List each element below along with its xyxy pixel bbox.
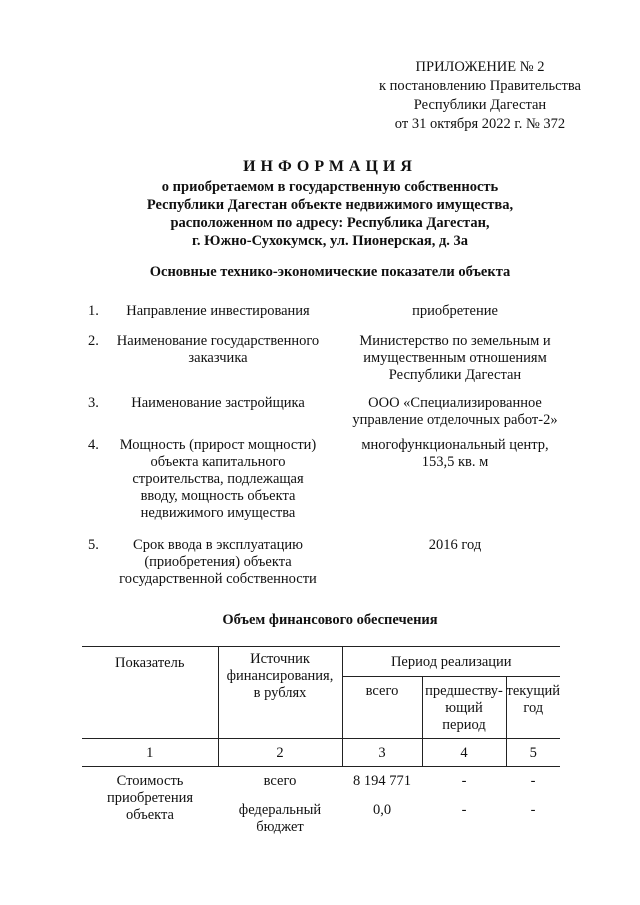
header-source-line: Источник (250, 651, 310, 667)
appendix-title: ПРИЛОЖЕНИЕ № 2 (415, 59, 545, 75)
item-label-line: недвижимого имущества (140, 505, 296, 521)
section-title-financing: Объем финансового обеспечения (222, 612, 438, 628)
column-number: 5 (506, 739, 560, 767)
document-title: ИНФОРМАЦИЯ (243, 158, 417, 175)
document-subtitle (60, 178, 600, 250)
item-label (108, 333, 328, 367)
item-label-line: Мощность (прирост мощности) (119, 437, 317, 453)
header-total: всего (342, 677, 422, 739)
item-value-line: Министерство по земельным и (359, 333, 551, 349)
header-current-line: текущий (506, 683, 561, 699)
item-value-line: 153,5 кв. м (421, 454, 489, 470)
item-label-line: государственной собственности (119, 571, 317, 587)
section-title-indicators: Основные технико-экономические показатели объекта (149, 264, 511, 280)
appendix-date: от 31 октября 2022 г. № 372 (394, 116, 566, 132)
row-previous: - (461, 773, 467, 789)
subtitle-line-1: о приобретаемом в государственную собственность (161, 179, 499, 195)
item-number: 4. (88, 437, 99, 453)
item-label-line: строительства, подлежащая (132, 471, 304, 487)
item-number: 3. (88, 395, 99, 411)
row-total: 0,0 (372, 802, 392, 818)
item-value-line: многофункциональный центр, (361, 437, 549, 453)
item-label-line: объекта капитального (150, 454, 286, 470)
header-source-line: в рублях (253, 685, 307, 701)
item-value (340, 395, 570, 429)
row-label (82, 773, 218, 824)
header-current (506, 677, 560, 739)
item-value-line: ООО «Специализированное (368, 395, 542, 411)
item-number: 5. (88, 537, 99, 553)
item-label (108, 437, 328, 522)
row-source (218, 802, 342, 836)
item-value-line: приобретение (412, 303, 498, 319)
item-value-line: 2016 год (428, 537, 482, 553)
row-source-line: бюджет (256, 819, 304, 835)
row-source-line: всего (263, 773, 297, 789)
item-label-line: (приобретения) объекта (144, 554, 292, 570)
item-label-line: вводу, мощность объекта (140, 488, 296, 504)
item-value (340, 333, 570, 384)
item-label-line: Наименование застройщика (131, 395, 305, 411)
row-source (218, 773, 342, 790)
item-label (108, 395, 328, 412)
row-previous: - (461, 802, 467, 818)
item-value (340, 437, 570, 471)
column-number: 4 (422, 739, 506, 767)
item-label-line: Наименование государственного (116, 333, 320, 349)
header-previous-line: период (442, 717, 486, 733)
header-source-line: финансирования, (226, 668, 334, 684)
subtitle-line-3: расположенном по адресу: Республика Дагестан, (170, 215, 490, 231)
item-label-line: заказчика (188, 350, 248, 366)
subtitle-line-2: Республики Дагестан объекте недвижимого имущества, (146, 197, 514, 213)
item-label-line: Направление инвестирования (126, 303, 310, 319)
financing-table (82, 646, 560, 767)
item-label (108, 303, 328, 320)
header-indicator: Показатель (82, 647, 218, 739)
row-source-line: федеральный (238, 802, 322, 818)
item-value-line: управление отделочных работ-2» (352, 412, 558, 428)
header-previous-line: ющий (445, 700, 483, 716)
item-value (340, 537, 570, 554)
row-label-line: приобретения (106, 790, 194, 806)
header-current-line: год (523, 700, 544, 716)
column-number: 2 (218, 739, 342, 767)
row-label-line: Стоимость (116, 773, 184, 789)
header-previous (422, 677, 506, 739)
row-total: 8 194 771 (353, 773, 411, 789)
item-value-line: Республики Дагестан (388, 367, 522, 383)
subtitle-line-4: г. Южно-Сухокумск, ул. Пионерская, д. 3а (191, 233, 469, 249)
row-current: - (530, 802, 536, 818)
item-value (340, 303, 570, 320)
appendix-header (350, 58, 610, 134)
row-label-line: объекта (125, 807, 174, 823)
header-period: Период реализации (342, 647, 560, 677)
item-label (108, 537, 328, 588)
row-current: - (530, 773, 536, 789)
header-source (218, 647, 342, 739)
item-label-line: Срок ввода в эксплуатацию (133, 537, 303, 553)
appendix-government: Республики Дагестан (413, 97, 547, 113)
header-previous-line: предшеству- (425, 683, 503, 699)
column-number: 1 (82, 739, 218, 767)
item-value-line: имущественным отношениям (363, 350, 547, 366)
appendix-resolution: к постановлению Правительства (379, 78, 581, 94)
column-number: 3 (342, 739, 422, 767)
item-number: 2. (88, 333, 99, 349)
item-number: 1. (88, 303, 99, 319)
